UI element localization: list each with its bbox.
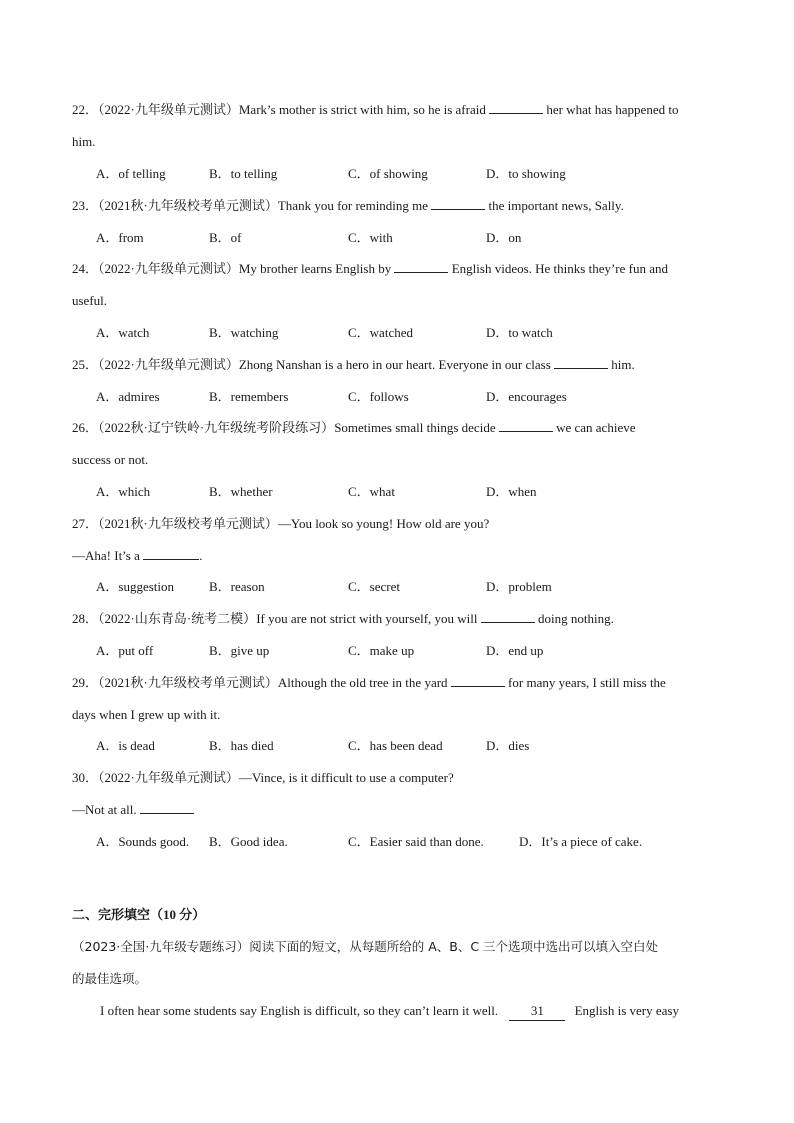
question-number: 26．: [72, 420, 99, 435]
option-b[interactable]: B．reason: [209, 579, 265, 594]
question-22: [72, 101, 732, 119]
question-source: （2022·九年级单元测试）: [98, 261, 239, 276]
question-text: My brother learns English by: [238, 261, 392, 276]
option-a[interactable]: A．Sounds good.: [96, 834, 190, 849]
question-text-cont: the important news, Sally.: [488, 198, 624, 213]
question-source: （2022秋·辽宁铁岭·九年级统考阶段练习）: [98, 420, 335, 435]
question-25: [72, 356, 732, 374]
question-source: （2022·九年级单元测试）: [98, 357, 239, 372]
question-source: （2021秋·九年级校考单元测试）: [98, 516, 278, 531]
question-source: （2022·九年级单元测试）: [98, 770, 239, 785]
option-d[interactable]: D．to watch: [486, 325, 553, 340]
section-intro-cont: 的最佳选项。: [72, 971, 148, 986]
question-29: [72, 674, 732, 692]
option-c[interactable]: C．what: [348, 484, 395, 499]
question-text-cont: we can achieve: [556, 420, 636, 435]
answer-blank: [394, 260, 448, 273]
question-text: Although the old tree in the yard: [277, 675, 448, 690]
section-title: 二、完形填空（10 分）: [72, 907, 206, 922]
option-a[interactable]: A．of telling: [96, 166, 166, 181]
option-d[interactable]: D．on: [486, 230, 522, 245]
question-28: [72, 610, 732, 628]
option-a[interactable]: A．which: [96, 484, 151, 499]
question-source: （2021秋·九年级校考单元测试）: [98, 198, 278, 213]
question-source: （2022·山东青岛·统考二模）: [98, 611, 257, 626]
option-c[interactable]: C．has been dead: [348, 738, 443, 753]
option-d[interactable]: D．dies: [486, 738, 530, 753]
option-a[interactable]: A．put off: [96, 643, 154, 658]
option-c[interactable]: C．make up: [348, 643, 415, 658]
option-d[interactable]: D．to showing: [486, 166, 566, 181]
question-30: [72, 769, 732, 787]
paragraph-text-cont: English is very easy: [574, 1003, 679, 1018]
option-a[interactable]: A．watch: [96, 325, 150, 340]
option-b[interactable]: B．to telling: [209, 166, 278, 181]
question-text: —You look so young! How old are you?: [277, 516, 490, 531]
question-30-reply: [72, 801, 732, 819]
question-text: —Vince, is it difficult to use a computer?: [238, 770, 454, 785]
option-c[interactable]: C．secret: [348, 579, 400, 594]
answer-blank: [431, 197, 485, 210]
answer-blank: [140, 801, 194, 814]
question-number: 25．: [72, 357, 99, 372]
option-d[interactable]: D．when: [486, 484, 537, 499]
option-b[interactable]: B．has died: [209, 738, 274, 753]
question-text-cont: doing nothing.: [538, 611, 614, 626]
option-b[interactable]: B．remembers: [209, 389, 289, 404]
option-d[interactable]: D．problem: [486, 579, 552, 594]
question-source: （2021秋·九年级校考单元测试）: [98, 675, 278, 690]
answer-blank: [489, 101, 543, 114]
question-number: 29．: [72, 675, 99, 690]
option-a[interactable]: A．suggestion: [96, 579, 175, 594]
option-d[interactable]: D．encourages: [486, 389, 567, 404]
question-27: [72, 515, 732, 533]
question-26-wrap: success or not.: [72, 452, 149, 467]
option-c[interactable]: C．follows: [348, 389, 409, 404]
option-c[interactable]: C．with: [348, 230, 393, 245]
question-22-wrap: him.: [72, 134, 96, 149]
question-24-wrap: useful.: [72, 293, 108, 308]
paragraph-text: I often hear some students say English is difficult, so they can’t learn it well.: [100, 1003, 499, 1018]
option-a[interactable]: A．from: [96, 230, 144, 245]
question-text-cont: him.: [611, 357, 635, 372]
question-26: [72, 419, 732, 437]
option-a[interactable]: A．admires: [96, 389, 160, 404]
question-number: 30．: [72, 770, 99, 785]
option-b[interactable]: B．watching: [209, 325, 279, 340]
option-d[interactable]: D．end up: [486, 643, 544, 658]
question-number: 23．: [72, 198, 99, 213]
question-29-wrap: days when I grew up with it.: [72, 707, 221, 722]
cloze-paragraph: [100, 1002, 730, 1021]
option-a[interactable]: A．is dead: [96, 738, 155, 753]
question-number: 27．: [72, 516, 99, 531]
question-text: Zhong Nanshan is a hero in our heart. Everyone in our class: [238, 357, 551, 372]
reply-text-end: .: [199, 548, 203, 563]
option-b[interactable]: B．Good idea.: [209, 834, 288, 849]
option-d[interactable]: D．It’s a piece of cake.: [519, 834, 643, 849]
answer-blank: [481, 610, 535, 623]
question-23: [72, 197, 732, 215]
question-number: 24．: [72, 261, 99, 276]
option-c[interactable]: C．of showing: [348, 166, 428, 181]
reply-text: —Not at all.: [72, 802, 137, 817]
question-text-cont: for many years, I still miss the: [508, 675, 666, 690]
question-number: 22．: [72, 102, 99, 117]
option-c[interactable]: C．watched: [348, 325, 413, 340]
answer-blank: [499, 419, 553, 432]
option-b[interactable]: B．whether: [209, 484, 273, 499]
answer-blank: [451, 674, 505, 687]
answer-blank: [143, 547, 199, 560]
question-text-cont: English videos. He thinks they’re fun and: [451, 261, 668, 276]
reply-text: —Aha! It’s a: [72, 548, 140, 563]
cloze-blank: 31: [509, 1002, 565, 1021]
question-source: （2022·九年级单元测试）: [98, 102, 239, 117]
question-text-cont: her what has happened to: [546, 102, 679, 117]
section-intro: （2023·全国·九年级专题练习）阅读下面的短文，从每题所给的 A、B、C 三个选项中选出可以填入空白处: [72, 939, 659, 954]
option-c[interactable]: C．Easier said than done.: [348, 834, 484, 849]
option-b[interactable]: B．of: [209, 230, 242, 245]
question-text: If you are not strict with yourself, you will: [256, 611, 478, 626]
question-text: Sometimes small things decide: [334, 420, 496, 435]
question-text: Thank you for reminding me: [277, 198, 429, 213]
question-27-reply: [72, 547, 732, 565]
question-text: Mark’s mother is strict with him, so he is afraid: [238, 102, 486, 117]
question-24: [72, 260, 732, 278]
question-number: 28．: [72, 611, 99, 626]
answer-blank: [554, 356, 608, 369]
option-b[interactable]: B．give up: [209, 643, 270, 658]
